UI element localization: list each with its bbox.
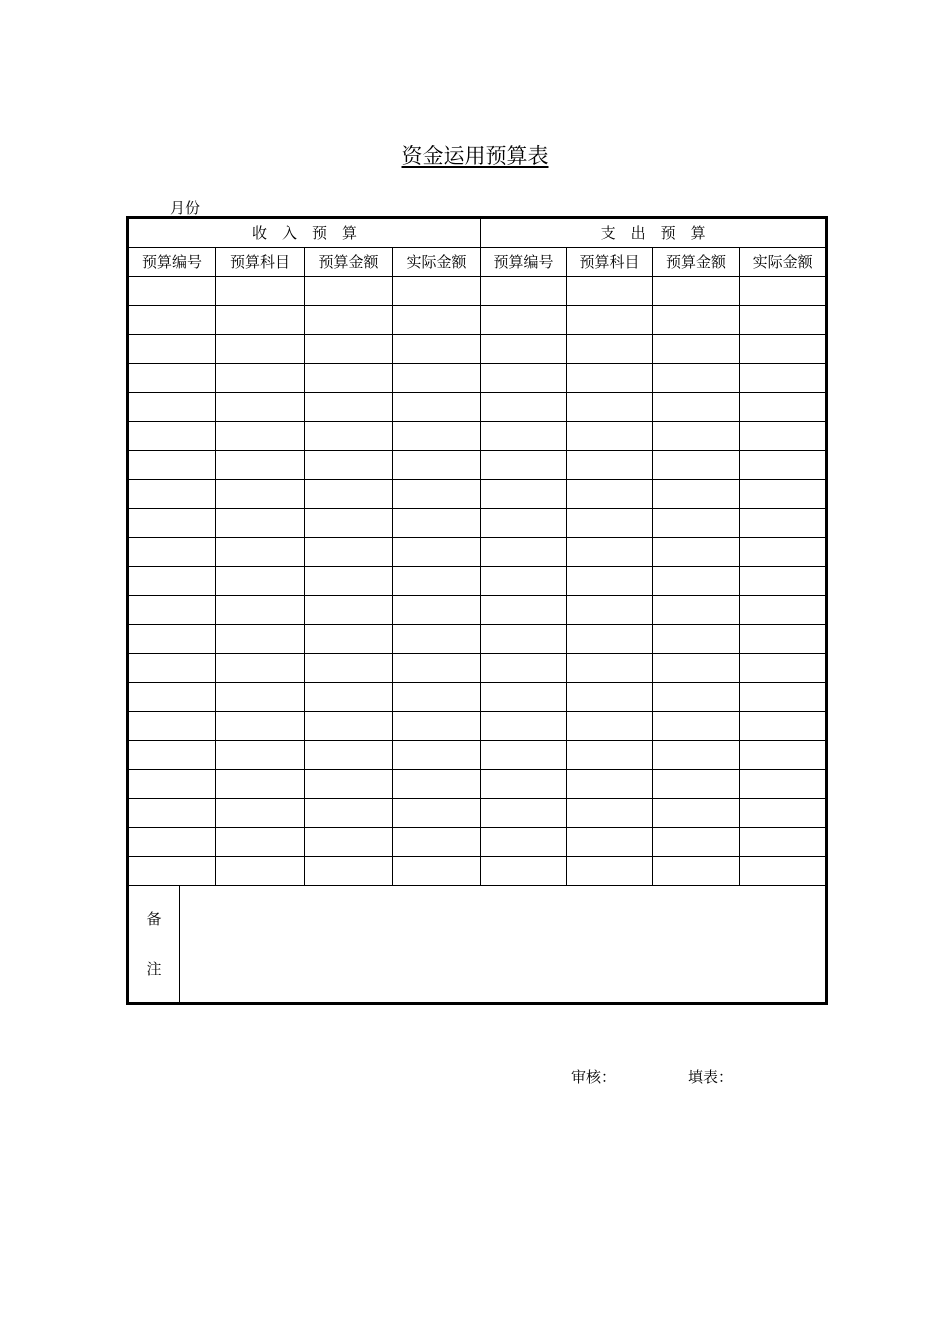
table-cell[interactable] [567, 567, 653, 596]
table-cell[interactable] [393, 364, 481, 393]
table-row [128, 770, 827, 799]
table-row [128, 567, 827, 596]
review-label: 审核： [571, 1068, 617, 1086]
table-cell[interactable] [128, 770, 216, 799]
table-cell[interactable] [128, 683, 216, 712]
table-cell[interactable] [653, 422, 740, 451]
table-cell[interactable] [305, 422, 393, 451]
table-cell[interactable] [740, 538, 827, 567]
table-cell[interactable] [128, 306, 216, 335]
table-cell[interactable] [305, 625, 393, 654]
table-cell[interactable] [305, 654, 393, 683]
table-cell[interactable] [567, 799, 653, 828]
table-cell[interactable] [567, 480, 653, 509]
table-cell[interactable] [740, 828, 827, 857]
table-cell[interactable] [567, 683, 653, 712]
income-budget-header: 收 入 预 算 [128, 218, 481, 248]
table-cell[interactable] [305, 770, 393, 799]
table-cell[interactable] [305, 828, 393, 857]
table-cell[interactable] [128, 364, 216, 393]
table-cell[interactable] [740, 509, 827, 538]
table-cell[interactable] [481, 654, 567, 683]
table-cell[interactable] [481, 422, 567, 451]
table-row [128, 335, 827, 364]
section-header-row [128, 218, 827, 248]
table-row [128, 480, 827, 509]
table-cell[interactable] [216, 799, 305, 828]
table-cell[interactable] [653, 567, 740, 596]
table-row [128, 596, 827, 625]
table-cell[interactable] [567, 422, 653, 451]
table-cell[interactable] [393, 712, 481, 741]
table-cell[interactable] [567, 596, 653, 625]
table-cell[interactable] [128, 509, 216, 538]
table-cell[interactable] [128, 712, 216, 741]
table-cell[interactable] [740, 364, 827, 393]
table-cell[interactable] [481, 364, 567, 393]
table-cell[interactable] [128, 538, 216, 567]
table-cell[interactable] [740, 393, 827, 422]
table-cell[interactable] [393, 654, 481, 683]
table-row [128, 306, 827, 335]
table-cell[interactable] [305, 712, 393, 741]
table-cell[interactable] [653, 393, 740, 422]
col-header-income-subject: 预算科目 [216, 248, 305, 277]
month-label: 月份 [170, 199, 201, 217]
table-cell[interactable] [740, 422, 827, 451]
table-cell[interactable] [481, 625, 567, 654]
table-cell[interactable] [653, 480, 740, 509]
table-cell[interactable] [216, 538, 305, 567]
table-cell[interactable] [216, 712, 305, 741]
table-cell[interactable] [128, 567, 216, 596]
table-cell[interactable] [481, 567, 567, 596]
table-cell[interactable] [393, 538, 481, 567]
table-cell[interactable] [653, 625, 740, 654]
table-cell[interactable] [305, 451, 393, 480]
table-cell[interactable] [393, 799, 481, 828]
table-cell[interactable] [393, 277, 481, 306]
table-cell[interactable] [567, 770, 653, 799]
table-cell[interactable] [567, 393, 653, 422]
table-cell[interactable] [481, 306, 567, 335]
table-cell[interactable] [393, 480, 481, 509]
table-cell[interactable] [740, 277, 827, 306]
table-cell[interactable] [567, 654, 653, 683]
table-cell[interactable] [653, 741, 740, 770]
table-cell[interactable] [481, 857, 567, 886]
column-header-row [128, 248, 827, 277]
table-cell[interactable] [653, 277, 740, 306]
table-cell[interactable] [216, 828, 305, 857]
table-cell[interactable] [393, 625, 481, 654]
table-cell[interactable] [653, 596, 740, 625]
table-cell[interactable] [393, 509, 481, 538]
table-cell[interactable] [653, 364, 740, 393]
table-cell[interactable] [567, 741, 653, 770]
table-cell[interactable] [740, 480, 827, 509]
fill-label: 填表： [688, 1068, 734, 1086]
table-cell[interactable] [567, 306, 653, 335]
remarks-field[interactable] [180, 886, 827, 1004]
table-cell[interactable] [216, 509, 305, 538]
table-cell[interactable] [305, 567, 393, 596]
table-cell[interactable] [216, 480, 305, 509]
table-cell[interactable] [216, 277, 305, 306]
table-cell[interactable] [740, 625, 827, 654]
table-row [128, 741, 827, 770]
table-row [128, 654, 827, 683]
table-cell[interactable] [305, 683, 393, 712]
table-cell[interactable] [393, 451, 481, 480]
table-cell[interactable] [216, 770, 305, 799]
table-cell[interactable] [393, 741, 481, 770]
table-cell[interactable] [128, 393, 216, 422]
table-cell[interactable] [653, 683, 740, 712]
document-title: 资金运用预算表 [401, 144, 549, 168]
table-cell[interactable] [128, 828, 216, 857]
table-cell[interactable] [393, 422, 481, 451]
table-row [128, 538, 827, 567]
table-cell[interactable] [216, 306, 305, 335]
table-cell[interactable] [216, 857, 305, 886]
table-cell[interactable] [567, 857, 653, 886]
table-cell[interactable] [567, 509, 653, 538]
table-cell[interactable] [216, 741, 305, 770]
table-cell[interactable] [740, 654, 827, 683]
col-header-income-budget-amount: 预算金额 [305, 248, 393, 277]
table-cell[interactable] [740, 306, 827, 335]
table-row [128, 277, 827, 306]
table-cell[interactable] [216, 422, 305, 451]
table-cell[interactable] [128, 422, 216, 451]
table-row [128, 712, 827, 741]
table-cell[interactable] [481, 799, 567, 828]
col-header-income-code: 预算编号 [128, 248, 216, 277]
table-cell[interactable] [481, 770, 567, 799]
table-cell[interactable] [128, 277, 216, 306]
budget-table [126, 216, 828, 1005]
remarks-label-cell [128, 886, 180, 1004]
col-header-income-actual-amount: 实际金额 [393, 248, 481, 277]
table-cell[interactable] [216, 451, 305, 480]
table-cell[interactable] [567, 712, 653, 741]
table-cell[interactable] [567, 538, 653, 567]
table-cell[interactable] [653, 335, 740, 364]
table-cell[interactable] [567, 277, 653, 306]
table-cell[interactable] [305, 799, 393, 828]
table-cell[interactable] [481, 712, 567, 741]
col-header-expense-actual-amount: 实际金额 [740, 248, 827, 277]
table-cell[interactable] [481, 335, 567, 364]
table-cell[interactable] [567, 625, 653, 654]
table-cell[interactable] [653, 712, 740, 741]
table-cell[interactable] [393, 567, 481, 596]
table-cell[interactable] [393, 393, 481, 422]
table-cell[interactable] [216, 596, 305, 625]
table-cell[interactable] [653, 306, 740, 335]
table-cell[interactable] [305, 538, 393, 567]
table-cell[interactable] [128, 654, 216, 683]
table-row [128, 422, 827, 451]
table-row [128, 828, 827, 857]
table-cell[interactable] [128, 480, 216, 509]
table-cell[interactable] [481, 277, 567, 306]
table-cell[interactable] [216, 654, 305, 683]
table-cell[interactable] [305, 277, 393, 306]
table-cell[interactable] [740, 567, 827, 596]
table-row [128, 509, 827, 538]
table-cell[interactable] [305, 393, 393, 422]
table-cell[interactable] [128, 857, 216, 886]
table-cell[interactable] [305, 335, 393, 364]
table-cell[interactable] [305, 480, 393, 509]
table-cell[interactable] [216, 335, 305, 364]
table-cell[interactable] [567, 335, 653, 364]
col-header-expense-budget-amount: 预算金额 [653, 248, 740, 277]
table-cell[interactable] [216, 625, 305, 654]
table-row [128, 857, 827, 886]
table-cell[interactable] [740, 799, 827, 828]
table-cell[interactable] [567, 828, 653, 857]
table-cell[interactable] [393, 306, 481, 335]
table-cell[interactable] [481, 451, 567, 480]
table-cell[interactable] [481, 509, 567, 538]
col-header-expense-subject: 预算科目 [567, 248, 653, 277]
table-cell[interactable] [740, 335, 827, 364]
table-body [128, 218, 827, 1004]
table-cell[interactable] [393, 770, 481, 799]
remarks-label-char-1: 备 [146, 910, 162, 928]
remarks-row [128, 886, 827, 1004]
table-cell[interactable] [740, 596, 827, 625]
table-cell[interactable] [567, 451, 653, 480]
table-cell[interactable] [128, 596, 216, 625]
table-cell[interactable] [305, 857, 393, 886]
table-cell[interactable] [481, 480, 567, 509]
table-cell[interactable] [305, 509, 393, 538]
remarks-label-char-2: 注 [146, 960, 162, 978]
table-cell[interactable] [567, 364, 653, 393]
table-cell[interactable] [653, 799, 740, 828]
table-cell[interactable] [653, 770, 740, 799]
table-cell[interactable] [305, 741, 393, 770]
table-cell[interactable] [216, 683, 305, 712]
table-cell[interactable] [305, 596, 393, 625]
table-cell[interactable] [128, 799, 216, 828]
table-row [128, 393, 827, 422]
table-cell[interactable] [481, 741, 567, 770]
table-cell[interactable] [653, 451, 740, 480]
table-cell[interactable] [216, 567, 305, 596]
table-cell[interactable] [128, 625, 216, 654]
table-row [128, 364, 827, 393]
table-cell[interactable] [740, 683, 827, 712]
table-cell[interactable] [481, 538, 567, 567]
table-cell[interactable] [393, 683, 481, 712]
table-cell[interactable] [393, 828, 481, 857]
table-row [128, 683, 827, 712]
table-cell[interactable] [481, 683, 567, 712]
table-cell[interactable] [740, 741, 827, 770]
table-cell[interactable] [481, 828, 567, 857]
expense-budget-header: 支 出 预 算 [481, 218, 827, 248]
table-cell[interactable] [481, 596, 567, 625]
table-cell[interactable] [653, 538, 740, 567]
table-row [128, 625, 827, 654]
table-cell[interactable] [481, 393, 567, 422]
table-cell[interactable] [740, 857, 827, 886]
table-cell[interactable] [653, 828, 740, 857]
table-row [128, 451, 827, 480]
table-cell[interactable] [740, 712, 827, 741]
table-cell[interactable] [740, 770, 827, 799]
col-header-expense-code: 预算编号 [481, 248, 567, 277]
table-cell[interactable] [393, 857, 481, 886]
table-cell[interactable] [128, 451, 216, 480]
table-cell[interactable] [216, 393, 305, 422]
table-cell[interactable] [305, 364, 393, 393]
table-cell[interactable] [653, 857, 740, 886]
table-cell[interactable] [393, 335, 481, 364]
table-cell[interactable] [305, 306, 393, 335]
table-cell[interactable] [653, 654, 740, 683]
table-cell[interactable] [128, 335, 216, 364]
table-cell[interactable] [740, 451, 827, 480]
table-cell[interactable] [128, 741, 216, 770]
table-cell[interactable] [653, 509, 740, 538]
table-cell[interactable] [216, 364, 305, 393]
table-cell[interactable] [393, 596, 481, 625]
table-row [128, 799, 827, 828]
